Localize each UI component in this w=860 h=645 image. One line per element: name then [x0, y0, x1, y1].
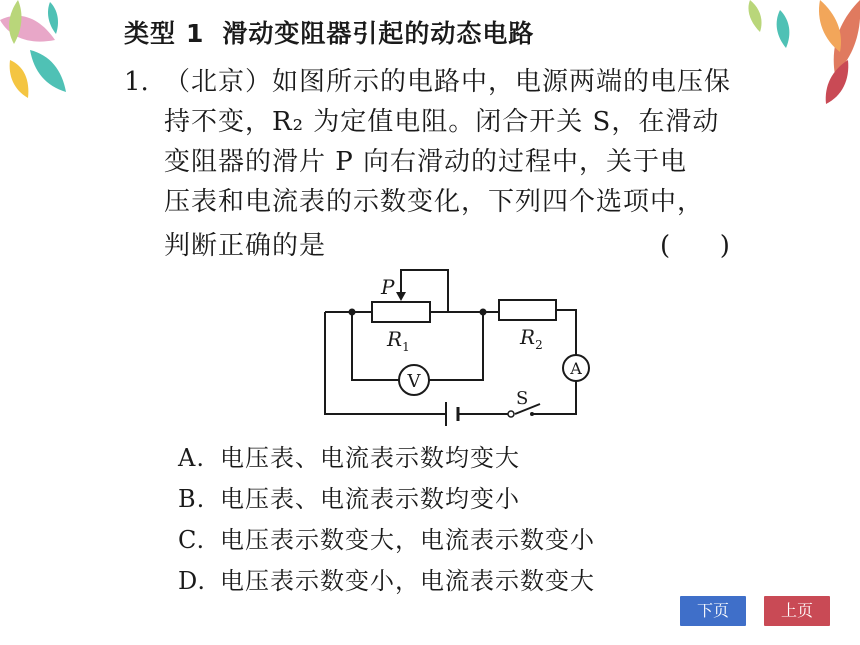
question-line-1: （北京）如图所示的电路中，电源两端的电压保 [164, 67, 732, 97]
option-c-text: 电压表示数变大，电流表示数变小 [220, 526, 595, 554]
wire-slider [401, 270, 448, 312]
question-line-4: 压表和电流表的示数变化，下列四个选项中， [164, 187, 705, 217]
option-c-letter: C. [178, 526, 206, 554]
wire-left [325, 312, 446, 414]
option-d-letter: D. [178, 567, 207, 595]
wire-voltmeter-right [429, 312, 483, 380]
wire-right-upper [556, 310, 576, 355]
wire-right [532, 381, 576, 414]
next-page-button[interactable]: 下页 [680, 596, 746, 626]
switch-label: S [516, 388, 529, 409]
question-line-3: 变阻器的滑片 P 向右滑动的过程中，关于电 [164, 147, 688, 177]
answer-parentheses: ( ) [660, 231, 730, 261]
option-a-text: 电压表、电流表示数均变大 [220, 444, 520, 472]
switch-contact [508, 411, 514, 417]
option-a[interactable] [178, 440, 520, 476]
question-line-5: 判断正确的是 [164, 231, 327, 261]
option-b-text: 电压表、电流表示数均变小 [220, 485, 520, 513]
ammeter-label: A [570, 359, 582, 378]
option-a-letter: A. [178, 444, 205, 472]
r1-label: $R_1$ [387, 327, 410, 354]
switch-contact-2 [530, 412, 534, 416]
resistor-r1 [372, 302, 430, 322]
junction-right [480, 309, 487, 316]
option-c[interactable] [178, 522, 595, 558]
question-number: 1. [124, 67, 149, 97]
option-d-text: 电压表示数变小，电流表示数变大 [220, 567, 595, 595]
slider-arrow [396, 292, 406, 301]
r2-label: $R_2$ [520, 325, 543, 352]
resistor-r2 [499, 300, 556, 320]
option-d[interactable] [178, 563, 595, 599]
junction-left [349, 309, 356, 316]
slider-label: P [381, 275, 395, 299]
voltmeter-label: V [407, 371, 421, 392]
type-label: 类型 [124, 19, 177, 48]
section-title: 滑动变阻器引起的动态电路 [222, 19, 535, 48]
prev-page-button[interactable]: 上页 [764, 596, 830, 626]
question-line-2: 持不变，R₂ 为定值电阻。闭合开关 S，在滑动 [164, 107, 720, 137]
option-b[interactable] [178, 481, 520, 517]
option-b-letter: B. [178, 485, 206, 513]
type-number: 1 [186, 19, 205, 48]
